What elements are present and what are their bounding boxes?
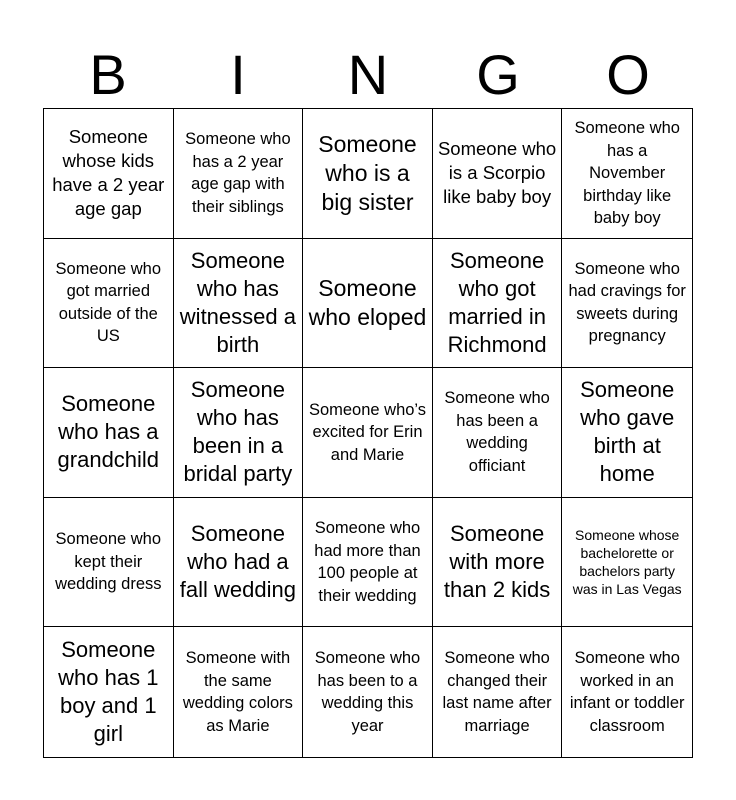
bingo-cell[interactable] bbox=[174, 239, 304, 369]
cell-text: Someone who got married in Richmond bbox=[447, 247, 547, 357]
cell-text: Someone who gave birth at home bbox=[580, 377, 675, 487]
header-letter-g: G bbox=[476, 43, 520, 106]
cell-text: Someone with more than 2 kids bbox=[443, 521, 551, 603]
bingo-cell[interactable] bbox=[433, 368, 563, 498]
cell-text: Someone who had a fall wedding bbox=[179, 521, 296, 603]
bingo-cell[interactable] bbox=[303, 627, 433, 757]
bingo-cell[interactable] bbox=[174, 627, 304, 757]
cell-text: Someone with the same wedding colors as Marie bbox=[182, 649, 293, 735]
cell-text: Someone who kept their wedding dress bbox=[55, 530, 162, 594]
cell-text: Someone who is a Scorpio like baby boy bbox=[437, 138, 557, 208]
bingo-cell[interactable] bbox=[174, 109, 304, 239]
bingo-cell[interactable] bbox=[303, 498, 433, 628]
bingo-cell[interactable] bbox=[303, 368, 433, 498]
cell-text: Someone who’s excited for Erin and Marie bbox=[308, 400, 427, 464]
cell-text: Someone who got married outside of the US bbox=[55, 259, 162, 346]
cell-text: Someone who has a 2 year age gap with their siblings bbox=[185, 130, 291, 216]
bingo-header bbox=[43, 42, 693, 108]
cell-text: Someone who has 1 boy and 1 girl bbox=[58, 637, 159, 747]
header-letter-b: B bbox=[89, 43, 127, 106]
cell-text: Someone who worked in an infant or toddler classroom bbox=[569, 649, 685, 735]
header-letter-n: N bbox=[347, 43, 389, 106]
cell-text: Someone who had more than 100 people at their wedding bbox=[314, 519, 421, 605]
cell-text: Someone who has been a wedding officiant bbox=[444, 389, 550, 475]
bingo-cell[interactable] bbox=[433, 109, 563, 239]
cell-text: Someone who has witnessed a birth bbox=[179, 247, 296, 357]
cell-text: Someone who has been in a bridal party bbox=[183, 377, 293, 487]
bingo-cell[interactable] bbox=[303, 109, 433, 239]
cell-text: Someone who is a big sister bbox=[318, 130, 417, 215]
header-letter-o: O bbox=[606, 43, 650, 106]
bingo-cell[interactable] bbox=[433, 498, 563, 628]
bingo-cell[interactable] bbox=[44, 109, 174, 239]
cell-text: Someone who had cravings for sweets during pregnancy bbox=[568, 259, 686, 346]
bingo-grid bbox=[43, 108, 693, 758]
bingo-cell[interactable] bbox=[303, 239, 433, 369]
bingo-cell[interactable] bbox=[44, 368, 174, 498]
bingo-cell[interactable] bbox=[562, 368, 692, 498]
bingo-cell[interactable] bbox=[433, 627, 563, 757]
cell-text: Someone who has been to a wedding this year bbox=[314, 649, 421, 735]
bingo-cell[interactable] bbox=[562, 109, 692, 239]
cell-text: Someone who changed their last name after marriage bbox=[442, 649, 552, 735]
bingo-cell[interactable] bbox=[433, 239, 563, 369]
header-letter-i: I bbox=[230, 43, 246, 106]
bingo-cell[interactable] bbox=[562, 498, 692, 628]
cell-text: Someone whose bachelorette or bachelors party was in Las Vegas bbox=[572, 527, 682, 598]
cell-text: Someone whose kids have a 2 year age gap bbox=[52, 126, 165, 220]
bingo-cell[interactable] bbox=[174, 368, 304, 498]
cell-text: Someone who has a November birthday like baby boy bbox=[574, 119, 680, 228]
bingo-cell[interactable] bbox=[562, 627, 692, 757]
bingo-cell[interactable] bbox=[44, 239, 174, 369]
bingo-cell[interactable] bbox=[44, 627, 174, 757]
cell-text: Someone who has a grandchild bbox=[57, 391, 160, 473]
bingo-cell[interactable] bbox=[562, 239, 692, 369]
cell-text: Someone who eloped bbox=[308, 274, 427, 330]
bingo-cell[interactable] bbox=[44, 498, 174, 628]
bingo-cell[interactable] bbox=[174, 498, 304, 628]
